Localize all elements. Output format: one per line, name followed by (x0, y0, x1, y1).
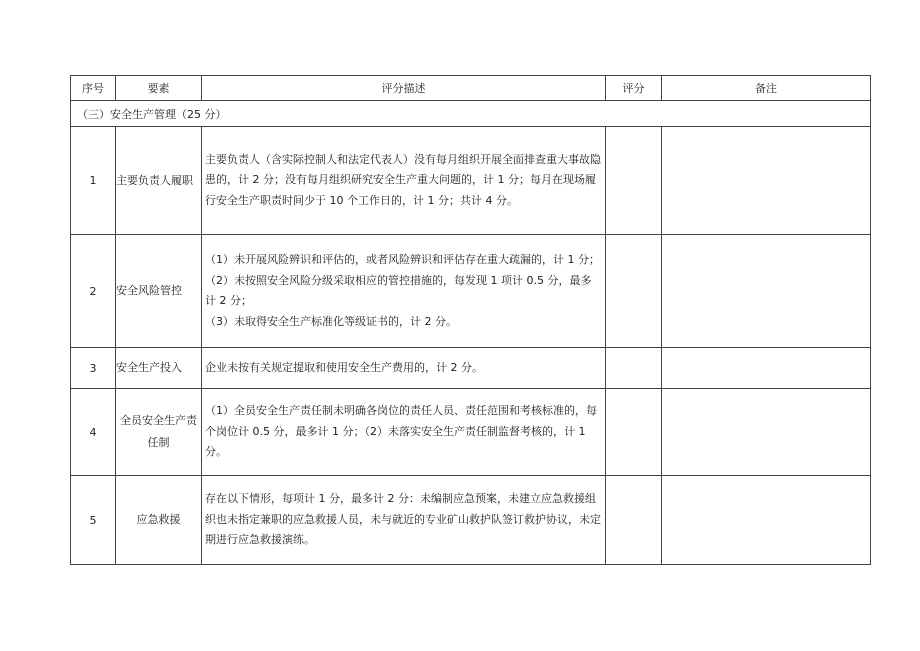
row-element: 应急救援 (116, 476, 202, 565)
row-element: 安全风险管控 (116, 235, 202, 348)
description-text: （1）全员安全生产责任制未明确各岗位的责任人员、责任范围和考核标准的，每个岗位计 0.5 分，最多计 1 分；（2）未落实安全生产责任制监督考核的，计 1 分。 (205, 404, 597, 459)
header-row (71, 76, 871, 101)
description-text: 企业未按有关规定提取和使用安全生产费用的，计 2 分。 (205, 360, 483, 374)
description-item: （1）未开展风险辨识和评估的，或者风险辨识和评估存在重大疏漏的，计 1 分； (205, 253, 600, 266)
row-element: 主要负责人履职 (116, 127, 202, 235)
scoring-table (70, 75, 871, 565)
table-row (71, 235, 871, 348)
header-element: 要素 (116, 76, 202, 101)
row-description (202, 476, 606, 565)
remark-cell[interactable] (662, 127, 871, 235)
score-cell[interactable] (606, 127, 662, 235)
remark-cell[interactable] (662, 235, 871, 348)
row-description (202, 235, 606, 348)
table-row (71, 476, 871, 565)
description-text: 主要负责人（含实际控制人和法定代表人）没有每月组织开展全面排查重大事故隐患的，计 2 分；没有每月组织研究安全生产重大问题的，计 1 分；每月在现场履行安全生产职责时间少于 10 个工作日的，计 1 分；共计 4 分。 (205, 152, 601, 207)
description-item: （3）未取得安全生产标准化等级证书的，计 2 分。 (205, 314, 457, 328)
score-cell[interactable] (606, 389, 662, 476)
row-description (202, 389, 606, 476)
table-row (71, 348, 871, 389)
remark-cell[interactable] (662, 389, 871, 476)
header-remark: 备注 (662, 76, 871, 101)
row-element: 全员安全生产责任制 (116, 389, 202, 476)
table-row (71, 127, 871, 235)
remark-cell[interactable] (662, 348, 871, 389)
section-row (71, 101, 871, 127)
score-cell[interactable] (606, 348, 662, 389)
row-element: 安全生产投入 (116, 348, 202, 389)
header-description: 评分描述 (202, 76, 606, 101)
description-item: （2）未按照安全风险分级采取相应的管控措施的，每发现 1 项计 0.5 分，最多计 2 分； (205, 273, 592, 307)
row-description (202, 127, 606, 235)
row-number: 2 (71, 235, 116, 348)
row-number: 3 (71, 348, 116, 389)
row-description (202, 348, 606, 389)
score-cell[interactable] (606, 235, 662, 348)
remark-cell[interactable] (662, 476, 871, 565)
description-text: 存在以下情形，每项计 1 分，最多计 2 分：未编制应急预案，未建立应急救援组织也未指定兼职的应急救援人员，未与就近的专业矿山救护队签订救护协议，未定期进行应急救援演练。 (205, 492, 601, 547)
table-row (71, 389, 871, 476)
section-title: （三）安全生产管理（25 分） (71, 101, 871, 127)
row-number: 1 (71, 127, 116, 235)
row-number: 4 (71, 389, 116, 476)
score-cell[interactable] (606, 476, 662, 565)
header-no: 序号 (71, 76, 116, 101)
row-number: 5 (71, 476, 116, 565)
header-score: 评分 (606, 76, 662, 101)
